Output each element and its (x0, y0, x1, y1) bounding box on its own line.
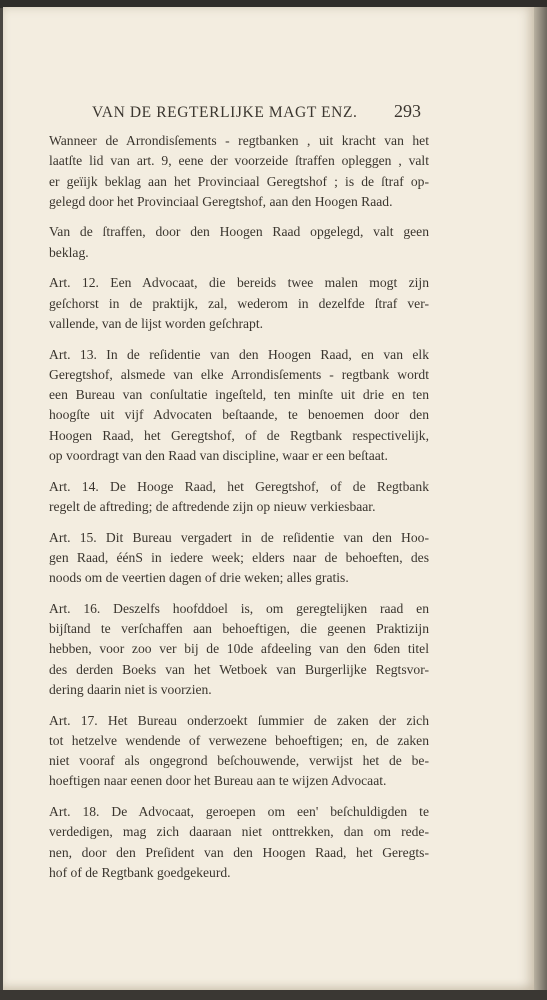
text-line: Art. 17. Het Bureau onderzoekt ſummier de zaken der zich (49, 712, 429, 728)
page-number: 293 (394, 101, 421, 121)
text-line: laatſte lid van art. 9, eene der voorzeide ſtraffen opleggen , valt (49, 153, 429, 169)
text-line: bijſtand te verſchaffen aan behoeftigen, die geenen Praktizijn (49, 621, 429, 637)
text-line: hof of de Regtbank goedgekeurd. (49, 864, 231, 880)
article-17 (49, 711, 429, 792)
text-line: Art. 15. Dit Bureau vergadert in de reſidentie van den Hoo- (49, 529, 429, 545)
scan-border-bottom (0, 990, 547, 1000)
article-18 (49, 802, 429, 883)
text-line: vallende, van de lijst worden geſchrapt. (49, 315, 264, 331)
text-line: hebben, voor zoo ver bij de 10de afdeeling van den 6den titel (49, 641, 429, 657)
text-line: hoogſte uit vijf Advocaten beſtaande, te benoemen door den (49, 407, 429, 423)
text-line: beklag. (49, 244, 89, 260)
text-line: niet vooraf als ongegrond beſchouwende, verwijst het de be- (49, 753, 429, 769)
text-line: verdedigen, mag zich daaraan niet onttrekken, dan om rede- (49, 824, 429, 840)
text-line: nen, door den Preſident van den Hoogen Raad, het Geregts- (49, 844, 429, 860)
text-line: Art. 14. De Hooge Raad, het Geregtshof, of de Regtbank (49, 478, 429, 494)
text-line: dering daarin niet is voorzien. (49, 681, 212, 697)
text-line: Geregtshof, alsmede van elke Arrondisſements - regtbank wordt (49, 366, 429, 382)
paragraph-1 (49, 131, 429, 212)
running-head (92, 101, 432, 126)
text-line: Art. 13. In de reſidentie van den Hoogen Raad, en van elk (49, 346, 429, 362)
text-line: Art. 16. Deszelfs hoofddoel is, om geregtelijken raad en (49, 600, 429, 616)
body-text (49, 131, 429, 893)
text-line: noods om de veertien dagen of drie weken; alles gratis. (49, 570, 349, 586)
text-line: een Bureau van conſultatie ingeſteld, ten minſte uit drie en ten (49, 387, 429, 403)
text-line: Van de ſtraffen, door den Hoogen Raad opgelegd, valt geen (49, 224, 429, 240)
article-12 (49, 273, 429, 334)
text-line: Wanneer de Arrondisſements - regtbanken , uit kracht van het (49, 133, 429, 148)
text-line: hoeftigen naar eenen door het Bureau aan te wijzen Advocaat. (49, 773, 387, 789)
article-15 (49, 528, 429, 589)
article-16 (49, 599, 429, 700)
article-13 (49, 345, 429, 467)
running-head-title: VAN DE REGTERLIJKE MAGT ENZ. (92, 104, 358, 121)
text-line: des derden Boeks van het Wetboek van Burgerlijke Regtsvor- (49, 661, 429, 677)
text-line: er geïijk beklag aan het Provinciaal Geregtshof ; is de ſtraf op- (49, 173, 429, 189)
article-14 (49, 477, 429, 518)
paragraph-2 (49, 222, 429, 263)
text-line: regelt de aftreding; de aftredende zijn op nieuw verkiesbaar. (49, 498, 376, 514)
page-edge-shadow (534, 7, 547, 990)
text-line: Art. 12. Een Advocaat, die bereids twee malen mogt zijn (49, 275, 429, 291)
text-line: Art. 18. De Advocaat, geroepen om een' beſchuldigden te (49, 803, 429, 819)
text-line: gelegd door het Provinciaal Geregtshof, aan den Hoogen Raad. (49, 193, 393, 209)
text-line: gen Raad, éénS in iedere week; elders naar de behoeften, des (49, 549, 429, 565)
text-line: Hoogen Raad, het Geregtshof, of de Regtbank respectivelijk, (49, 427, 429, 443)
text-line: op voordragt van den Raad van discipline, waar er een beſtaat. (49, 448, 388, 464)
text-line: geſchorst in de praktijk, zal, wederom in dezelfde ſtraf ver- (49, 295, 429, 311)
text-line: tot hetzelve wendende of verwezene behoeftigen; en, de zaken (49, 732, 429, 748)
